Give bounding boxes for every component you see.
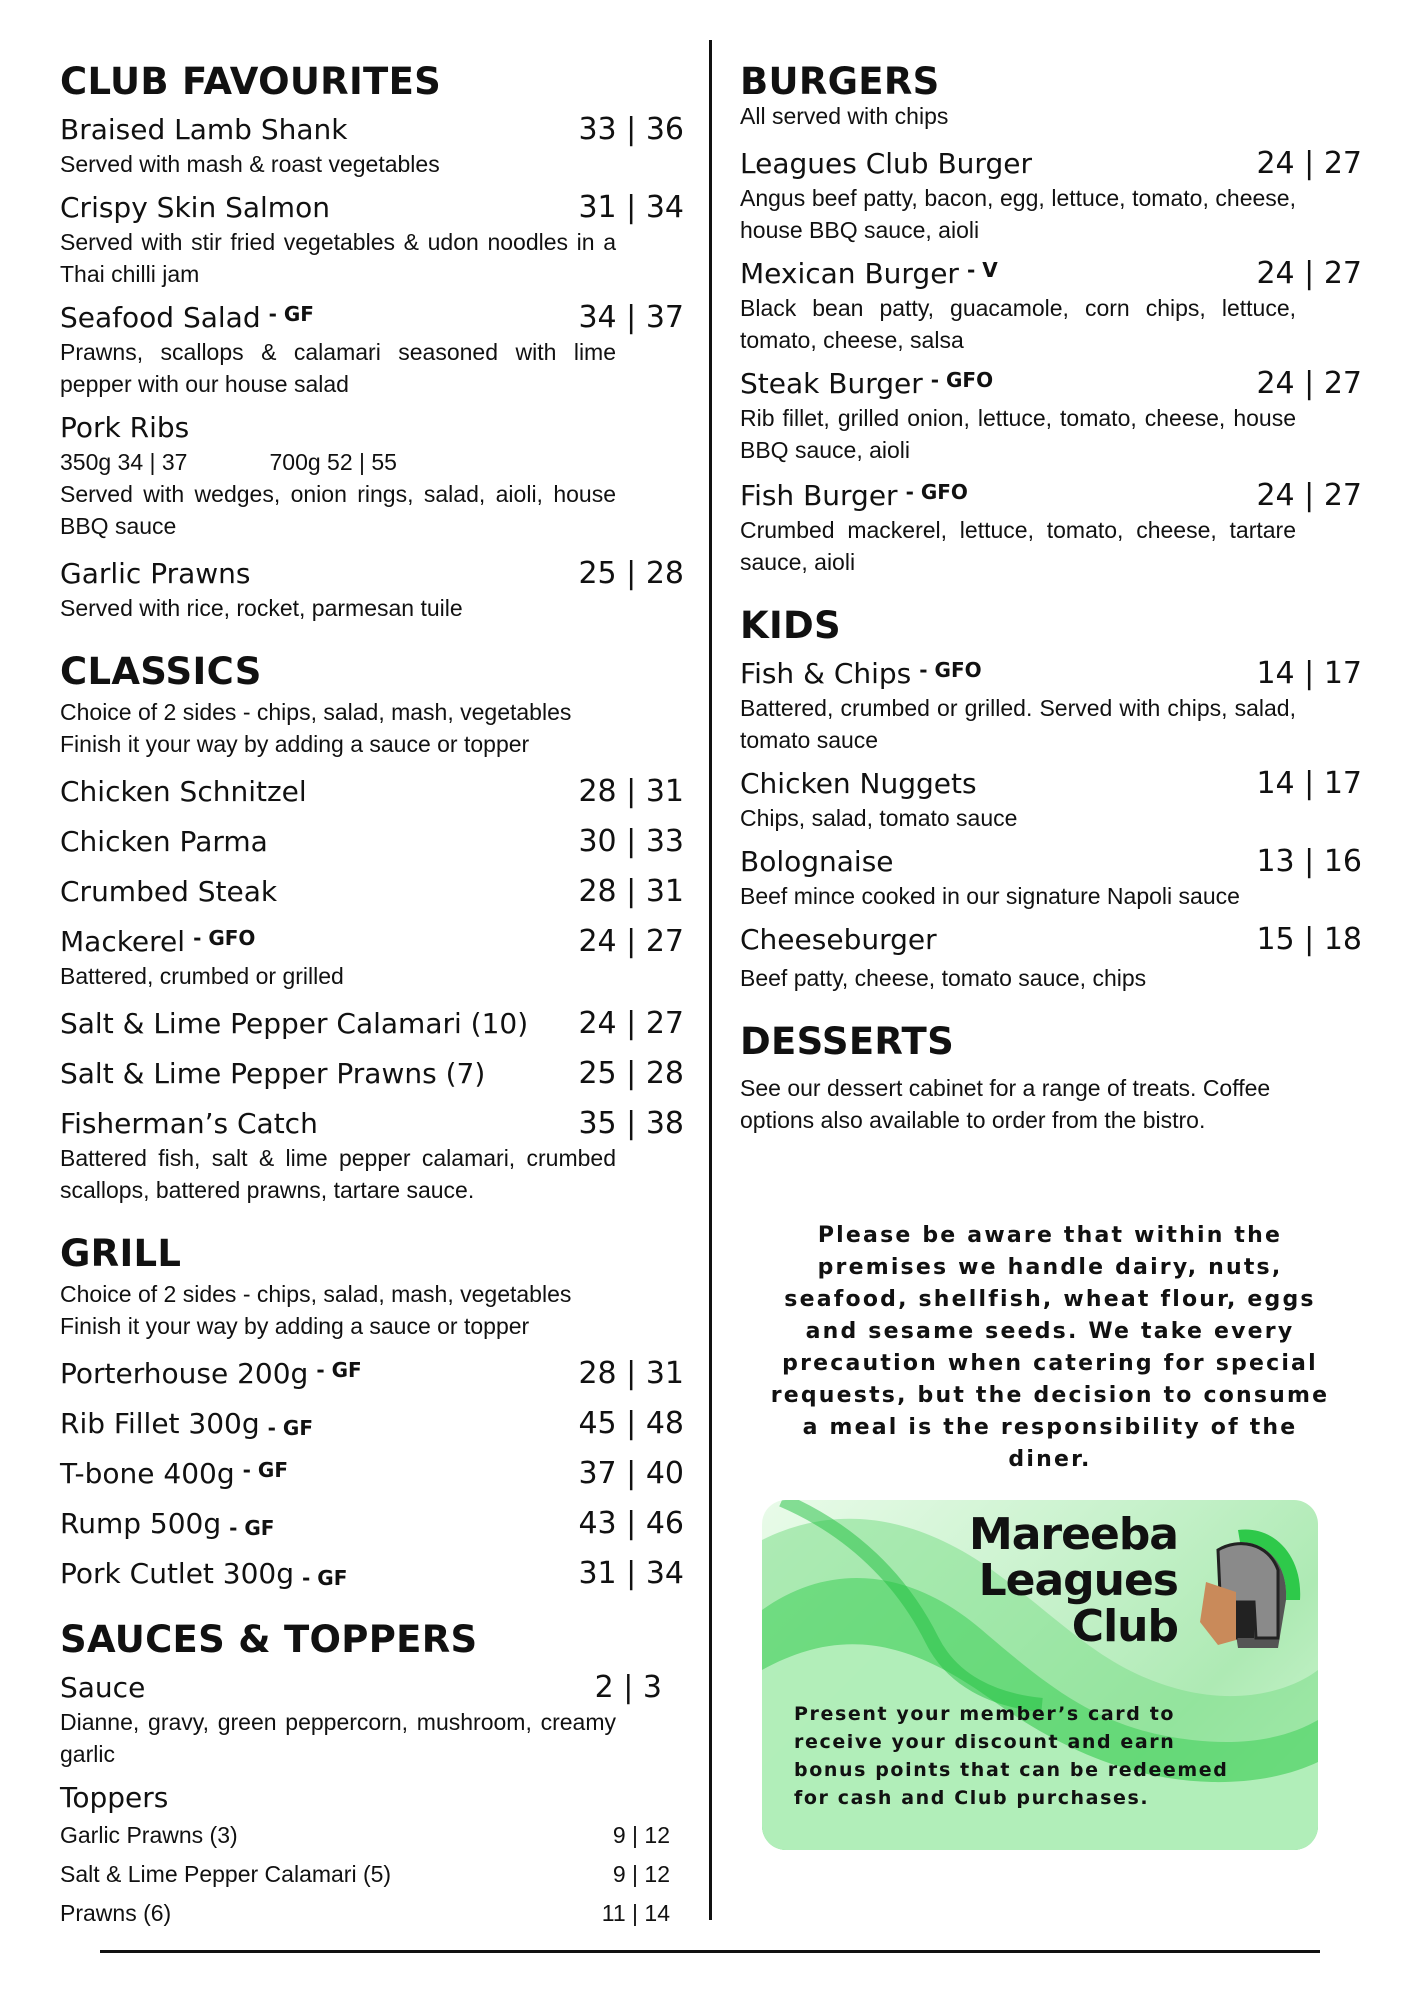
menu-item bbox=[60, 1556, 692, 1592]
toppers-group bbox=[60, 1780, 692, 1933]
size-option: 350g 34 | 37 bbox=[60, 449, 188, 475]
item-price: 24 | 27 bbox=[578, 924, 684, 959]
item-name: Pork Ribs bbox=[60, 411, 190, 444]
logo-line: Club bbox=[1071, 1601, 1178, 1652]
allergen-notice: Please be aware that within the premises we handle dairy, nuts, seafood, shellfish, wheat flour, eggs and sesame seeds. We take every precaution when catering for special requests, but the decision to consume a meal is the responsibility of the diner. bbox=[770, 1223, 1330, 1472]
menu-item bbox=[60, 1356, 692, 1392]
item-name: Porterhouse 200g bbox=[60, 1357, 309, 1390]
item-price: 28 | 31 bbox=[578, 1356, 684, 1391]
section-title: DESSERTS bbox=[740, 1020, 955, 1063]
dietary-tag: - GFO bbox=[193, 926, 256, 950]
dietary-tag: - GF bbox=[229, 1516, 275, 1540]
section-intro: All served with chips bbox=[740, 103, 949, 129]
menu-item bbox=[60, 924, 692, 992]
menu-item bbox=[60, 1456, 692, 1492]
topper-row bbox=[60, 1894, 670, 1933]
menu-item bbox=[60, 410, 692, 542]
item-description: Beef patty, cheese, tomato sauce, chips bbox=[740, 965, 1147, 991]
dietary-tag: - GF bbox=[302, 1566, 348, 1590]
menu-item bbox=[60, 300, 692, 400]
item-price: 2 | 3 bbox=[594, 1670, 662, 1705]
size-option: 700g 52 | 55 bbox=[269, 449, 397, 475]
item-description: Rib fillet, grilled onion, lettuce, tomato, cheese, house BBQ sauce, aioli bbox=[740, 405, 1296, 463]
dietary-tag: - GF bbox=[242, 1458, 288, 1482]
topper-price: 9 | 12 bbox=[612, 1822, 670, 1848]
item-name: Toppers bbox=[60, 1781, 169, 1814]
item-name: Fish Burger bbox=[740, 479, 898, 512]
item-price: 33 | 36 bbox=[578, 112, 684, 147]
item-description: Served with mash & roast vegetables bbox=[60, 151, 440, 177]
dietary-tag: - GF bbox=[316, 1358, 362, 1382]
item-description: Prawns, scallops & calamari seasoned with lime pepper with our house salad bbox=[60, 339, 616, 397]
section-title: BURGERS bbox=[740, 60, 940, 103]
club-favourites-section bbox=[60, 60, 692, 624]
item-price: 45 | 48 bbox=[578, 1406, 684, 1441]
menu-item bbox=[740, 256, 1370, 356]
menu-item bbox=[60, 190, 692, 290]
menu-item bbox=[60, 874, 692, 910]
item-price: 24 | 27 bbox=[1256, 146, 1362, 181]
item-price: 25 | 28 bbox=[578, 556, 684, 591]
logo-line: Leagues bbox=[978, 1555, 1178, 1606]
kids-section bbox=[740, 604, 1370, 994]
dietary-tag: - GF bbox=[267, 1416, 313, 1440]
topper-name: Prawns (6) bbox=[60, 1900, 172, 1926]
section-title: CLASSICS bbox=[60, 650, 262, 693]
left-column bbox=[60, 60, 692, 1959]
item-price: 25 | 28 bbox=[578, 1056, 684, 1091]
item-name: Sauce bbox=[60, 1671, 146, 1704]
menu-item bbox=[740, 922, 1370, 994]
item-description: Served with wedges, onion rings, salad, aioli, house BBQ sauce bbox=[60, 481, 616, 539]
item-price: 31 | 34 bbox=[578, 190, 684, 225]
item-price: 28 | 31 bbox=[578, 774, 684, 809]
item-price: 30 | 33 bbox=[578, 824, 684, 859]
menu-item bbox=[60, 824, 692, 860]
sauces-toppers-section bbox=[60, 1618, 692, 1933]
item-name: Rump 500g bbox=[60, 1507, 222, 1540]
dietary-tag: - GFO bbox=[930, 368, 994, 392]
right-column bbox=[740, 60, 1370, 1162]
dietary-tag: - GFO bbox=[919, 658, 982, 682]
menu-item bbox=[60, 774, 692, 810]
item-name: Garlic Prawns bbox=[60, 557, 251, 590]
item-name: Salt & Lime Pepper Prawns (7) bbox=[60, 1057, 486, 1090]
item-name: Steak Burger bbox=[740, 367, 923, 400]
item-name: Leagues Club Burger bbox=[740, 147, 1032, 180]
desserts-section bbox=[740, 1020, 1370, 1136]
item-description: Served with stir fried vegetables & udon noodles in a Thai chilli jam bbox=[60, 229, 616, 287]
column-divider bbox=[709, 40, 712, 1920]
item-price: 24 | 27 bbox=[578, 1006, 684, 1041]
item-price: 28 | 31 bbox=[578, 874, 684, 909]
item-price: 37 | 40 bbox=[578, 1456, 684, 1491]
item-price: 34 | 37 bbox=[578, 300, 684, 335]
intro-line: Choice of 2 sides - chips, salad, mash, vegetables bbox=[60, 1281, 572, 1307]
item-description: See our dessert cabinet for a range of treats. Coffee options also available to order from the bistro. bbox=[740, 1075, 1271, 1133]
item-description: Angus beef patty, bacon, egg, lettuce, tomato, cheese, house BBQ sauce, aioli bbox=[740, 185, 1296, 243]
topper-row bbox=[60, 1816, 670, 1855]
section-title: SAUCES & TOPPERS bbox=[60, 1618, 478, 1661]
item-name: T-bone 400g bbox=[60, 1457, 235, 1490]
menu-item bbox=[740, 146, 1370, 246]
item-price: 14 | 17 bbox=[1256, 656, 1362, 691]
intro-line: Finish it your way by adding a sauce or topper bbox=[60, 731, 530, 757]
item-price: 13 | 16 bbox=[1256, 844, 1362, 879]
menu-item bbox=[60, 1056, 692, 1092]
item-name: Chicken Parma bbox=[60, 825, 268, 858]
item-name: Pork Cutlet 300g bbox=[60, 1557, 295, 1590]
menu-item bbox=[60, 1106, 692, 1206]
item-price: 35 | 38 bbox=[578, 1106, 684, 1141]
section-intro bbox=[60, 1278, 692, 1342]
item-price: 24 | 27 bbox=[1256, 256, 1362, 291]
menu-item bbox=[60, 1006, 692, 1042]
item-price: 14 | 17 bbox=[1256, 766, 1362, 801]
topper-name: Salt & Lime Pepper Calamari (5) bbox=[60, 1861, 392, 1887]
item-name: Crispy Skin Salmon bbox=[60, 191, 330, 224]
item-description: Served with rice, rocket, parmesan tuile bbox=[60, 595, 463, 621]
item-name: Fish & Chips bbox=[740, 657, 912, 690]
bottom-rule bbox=[100, 1950, 1320, 1953]
grill-section bbox=[60, 1232, 692, 1592]
intro-line: Finish it your way by adding a sauce or topper bbox=[60, 1313, 530, 1339]
item-description: Black bean patty, guacamole, corn chips, lettuce, tomato, cheese, salsa bbox=[740, 295, 1296, 353]
item-description: Dianne, gravy, green peppercorn, mushroom, creamy garlic bbox=[60, 1709, 616, 1767]
menu-item bbox=[60, 1670, 692, 1770]
dietary-tag: - V bbox=[966, 258, 998, 282]
topper-row bbox=[60, 1855, 670, 1894]
menu-item bbox=[60, 1506, 692, 1542]
topper-name: Garlic Prawns (3) bbox=[60, 1822, 238, 1848]
spartan-helmet-icon bbox=[1178, 1520, 1308, 1660]
section-intro bbox=[60, 696, 692, 760]
item-price: 31 | 34 bbox=[578, 1556, 684, 1591]
menu-item bbox=[740, 366, 1370, 466]
item-price: 43 | 46 bbox=[578, 1506, 684, 1541]
item-price: 24 | 27 bbox=[1256, 478, 1362, 513]
item-description: Crumbed mackerel, lettuce, tomato, cheese, tartare sauce, aioli bbox=[740, 517, 1296, 575]
item-description: Battered fish, salt & lime pepper calamari, crumbed scallops, battered prawns, tartare sauce. bbox=[60, 1145, 616, 1203]
menu-item bbox=[740, 766, 1370, 834]
item-name: Fisherman’s Catch bbox=[60, 1107, 318, 1140]
menu-item bbox=[60, 1406, 692, 1442]
item-name: Chicken Nuggets bbox=[740, 767, 977, 800]
item-name: Crumbed Steak bbox=[60, 875, 278, 908]
section-title: GRILL bbox=[60, 1232, 182, 1275]
item-description: Chips, salad, tomato sauce bbox=[740, 805, 1018, 831]
burgers-section bbox=[740, 60, 1370, 578]
item-name: Braised Lamb Shank bbox=[60, 113, 348, 146]
intro-line: Choice of 2 sides - chips, salad, mash, vegetables bbox=[60, 699, 572, 725]
item-name: Bolognaise bbox=[740, 845, 894, 878]
club-logo-text bbox=[968, 1509, 1178, 1652]
item-description: Battered, crumbed or grilled. Served with chips, salad, tomato sauce bbox=[740, 695, 1296, 753]
promo-text: Present your member’s card to receive your discount and earn bonus points that can be redeemed for cash and Club purchases. bbox=[794, 1703, 1229, 1809]
section-title: KIDS bbox=[740, 604, 841, 647]
item-description: Beef mince cooked in our signature Napoli sauce bbox=[740, 883, 1240, 909]
topper-price: 11 | 14 bbox=[601, 1900, 670, 1926]
menu-item bbox=[60, 556, 692, 624]
section-title: CLUB FAVOURITES bbox=[60, 60, 442, 103]
member-promo-card bbox=[762, 1500, 1318, 1850]
item-name: Chicken Schnitzel bbox=[60, 775, 307, 808]
dietary-tag: - GF bbox=[268, 302, 314, 326]
size-options bbox=[60, 446, 692, 478]
menu-item bbox=[740, 478, 1370, 578]
menu-item bbox=[60, 112, 692, 180]
item-name: Salt & Lime Pepper Calamari (10) bbox=[60, 1007, 529, 1040]
item-name: Cheeseburger bbox=[740, 923, 937, 956]
item-price: 24 | 27 bbox=[1256, 366, 1362, 401]
logo-line: Mareeba bbox=[968, 1509, 1178, 1560]
item-name: Mexican Burger bbox=[740, 257, 959, 290]
classics-section bbox=[60, 650, 692, 1206]
topper-price: 9 | 12 bbox=[612, 1861, 670, 1887]
menu-item bbox=[740, 844, 1370, 912]
item-name: Seafood Salad bbox=[60, 301, 261, 334]
item-description: Battered, crumbed or grilled bbox=[60, 963, 344, 989]
item-name: Rib Fillet 300g bbox=[60, 1407, 260, 1440]
menu-item bbox=[740, 656, 1370, 756]
item-name: Mackerel bbox=[60, 925, 186, 958]
item-price: 15 | 18 bbox=[1256, 922, 1362, 957]
dietary-tag: - GFO bbox=[905, 480, 968, 504]
